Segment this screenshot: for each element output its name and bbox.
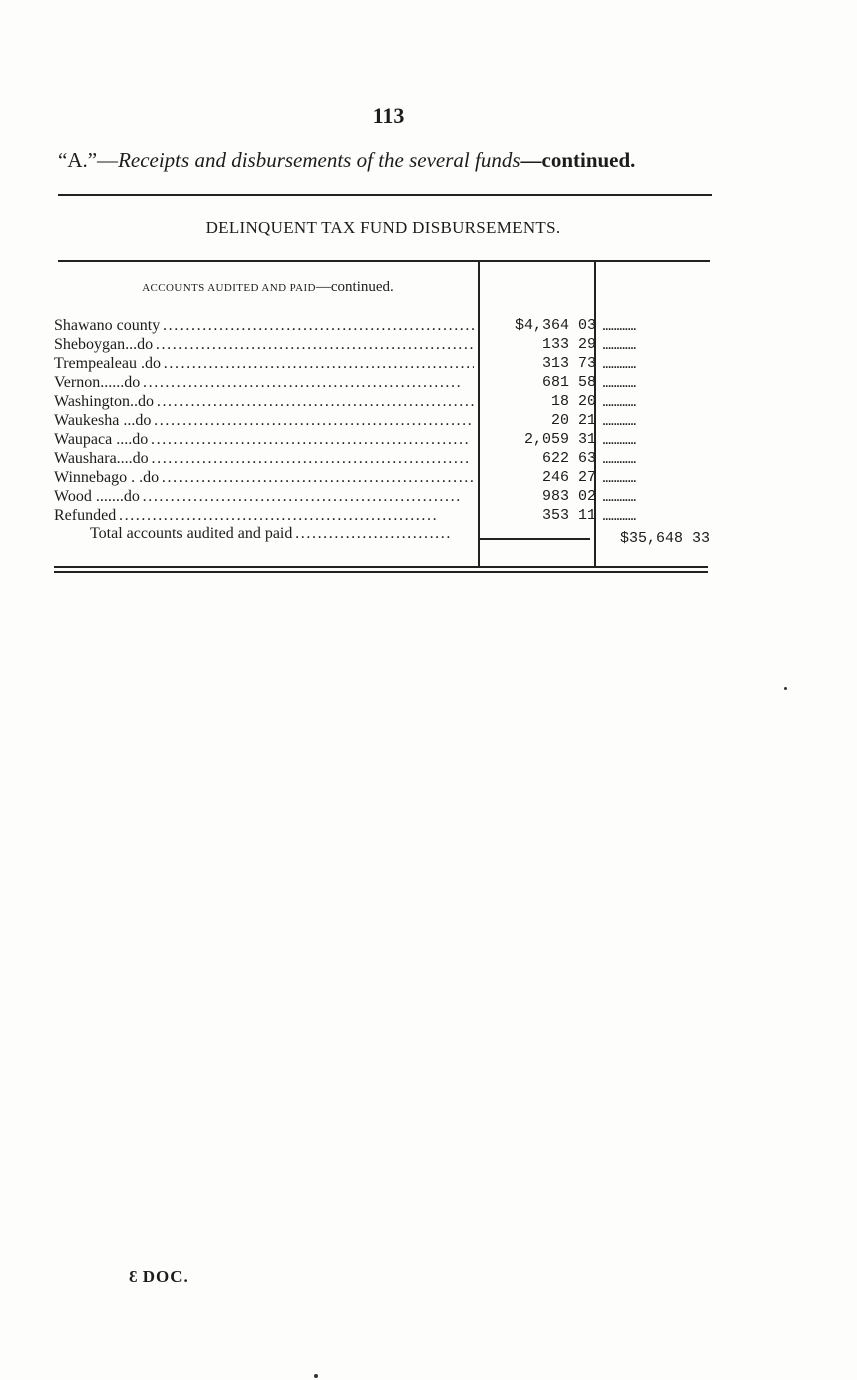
row-label: Vernon......do . . . (54, 373, 474, 392)
row-label: Shawano county . . . (54, 316, 474, 335)
row-amount: 20 21 (550, 412, 596, 429)
footer-mark-flipped: 3 (128, 1267, 138, 1286)
row-filler-dots: ............ (602, 469, 636, 486)
row-label: Winnebago . .do . . . (54, 468, 474, 487)
heading-italic: Receipts and disbursements of the several funds (118, 148, 521, 172)
rule-bottom-1 (54, 566, 708, 568)
row-filler-dots: ............ (602, 431, 636, 448)
row-amount: 681 58 (541, 374, 596, 391)
row-amount: 622 63 (541, 450, 596, 467)
row-filler-dots: ............ (602, 450, 636, 467)
heading-suffix: —continued. (520, 148, 636, 172)
row-amount: 353 11 (541, 507, 596, 524)
print-speck (314, 1374, 318, 1378)
table-row (54, 468, 714, 487)
row-label: Wood .......do . . . (54, 487, 474, 506)
row-filler-dots: ............ (602, 393, 636, 410)
row-filler-dots: ............ (602, 374, 636, 391)
row-label: Sheboygan...do . . . (54, 335, 474, 354)
footer-signature-mark (128, 1267, 189, 1287)
row-amount: 983 02 (541, 488, 596, 505)
total-label: Total accounts audited and paid . . . (90, 524, 474, 543)
row-filler-dots: ............ (602, 488, 636, 505)
table-row (54, 316, 714, 335)
table-row (54, 411, 714, 430)
row-filler-dots: ............ (602, 336, 636, 353)
row-label: Refunded . . . (54, 506, 474, 525)
table-row (54, 335, 714, 354)
section-title: DELINQUENT TAX FUND DISBURSEMENTS. (205, 218, 561, 237)
sum-rule (480, 538, 590, 540)
table-row (54, 506, 714, 525)
subheading-rest: —continued. (315, 279, 394, 295)
rule-bottom-2 (54, 571, 708, 573)
print-speck (784, 687, 787, 690)
subheading (58, 279, 478, 296)
rule-section (58, 260, 710, 262)
table-row (54, 430, 714, 449)
total-amount: $35,648 33 (619, 530, 710, 547)
table-row (54, 373, 714, 392)
row-amount: 246 27 (541, 469, 596, 486)
row-filler-dots: ............ (602, 317, 636, 334)
table-row (54, 449, 714, 468)
row-label: Waupaca ....do . . . (54, 430, 474, 449)
row-label: Waukesha ...do . . . (54, 411, 474, 430)
row-filler-dots: ............ (602, 412, 636, 429)
rule-top (58, 194, 712, 196)
row-filler-dots: ............ (602, 355, 636, 372)
footer-mark-text: DOC. (142, 1267, 189, 1286)
table-row (54, 487, 714, 506)
row-label: Trempealeau .do . . . (54, 354, 474, 373)
row-amount: $4,364 03 (514, 317, 596, 334)
row-amount: 2,059 31 (523, 431, 596, 448)
row-amount: 133 29 (541, 336, 596, 353)
table-row (54, 392, 714, 411)
row-label: Waushara....do . . . (54, 449, 474, 468)
row-amount: 313 73 (541, 355, 596, 372)
row-filler-dots: ............ (602, 507, 636, 524)
page-heading (58, 148, 718, 173)
row-amount: 18 20 (550, 393, 596, 410)
row-label: Washington..do . . . (54, 392, 474, 411)
heading-prefix: “A.”— (58, 148, 119, 172)
table-row (54, 354, 714, 373)
subheading-small-caps: ACCOUNTS AUDITED AND PAID (142, 282, 316, 294)
page-number: 113 (372, 103, 405, 128)
